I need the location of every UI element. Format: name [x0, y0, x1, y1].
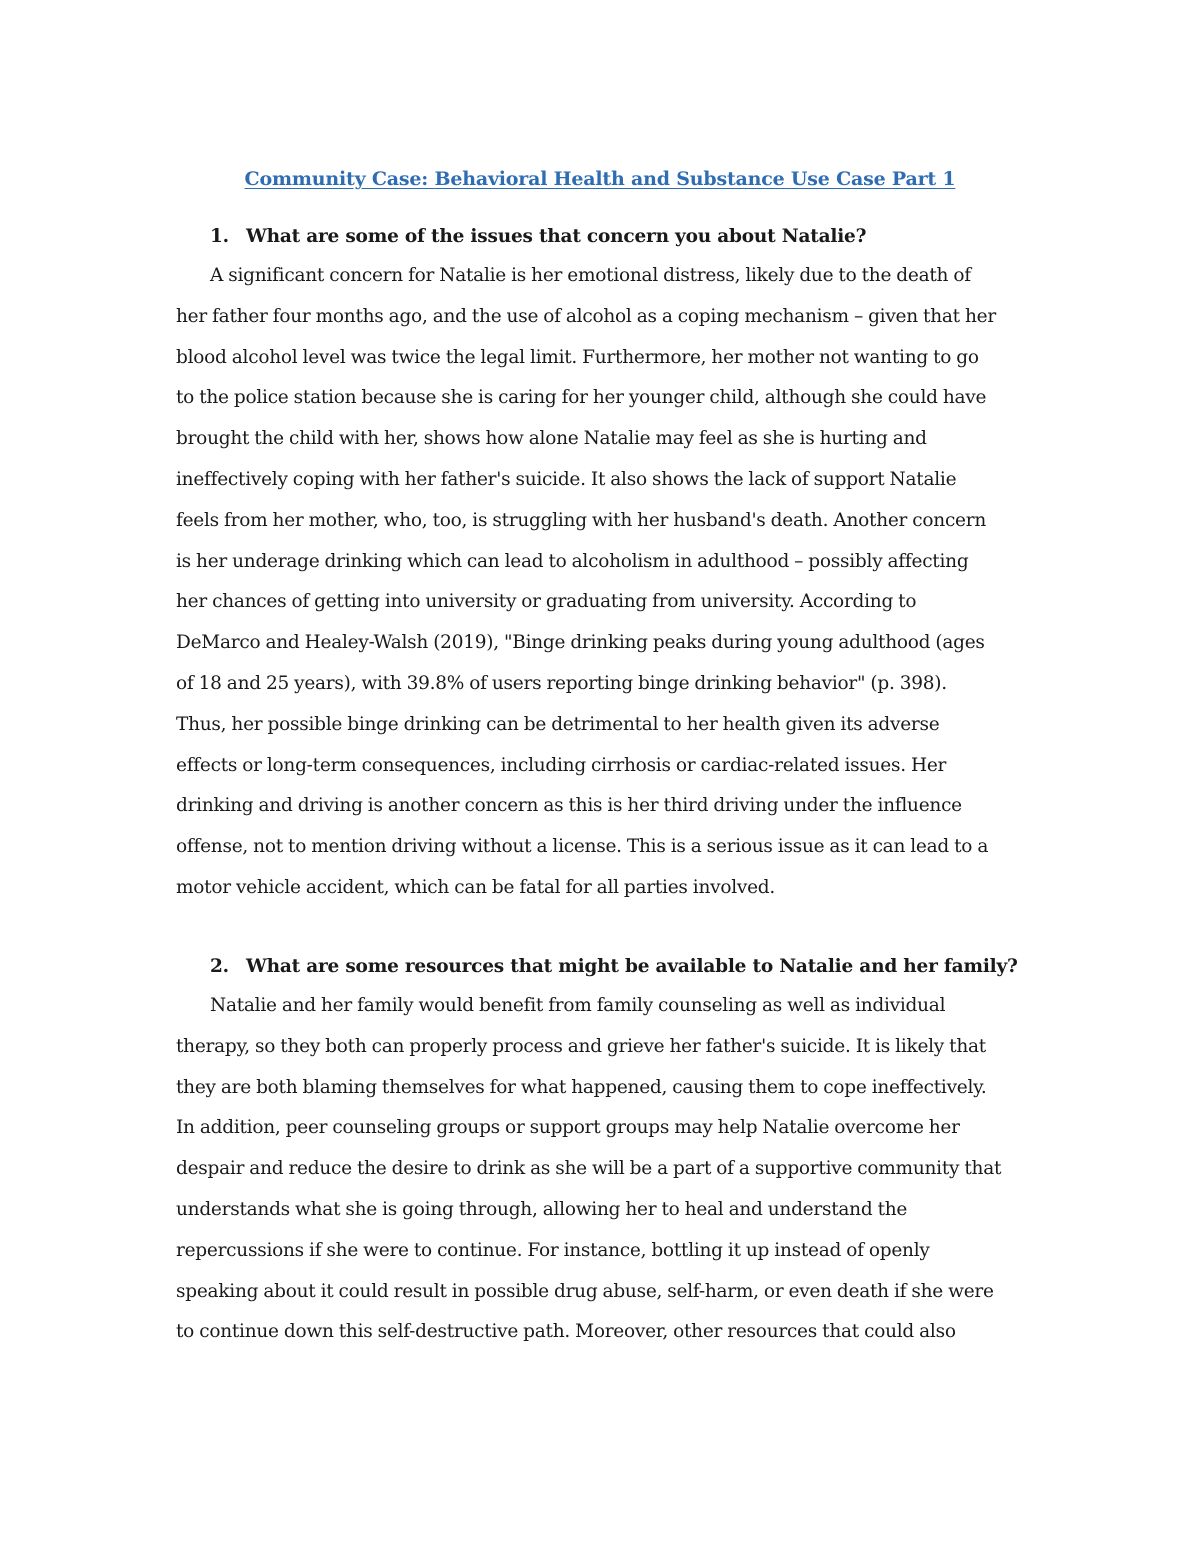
paragraph-line: her father four months ago, and the use of alcohol as a coping mechanism – given that her [176, 305, 996, 327]
paragraph-line: her chances of getting into university or graduating from university. According to [176, 591, 917, 613]
document-title: Community Case: Behavioral Health and Substance Use Case Part 1 [244, 168, 956, 190]
question-number: 1. [210, 226, 229, 247]
paragraph-line: DeMarco and Healey-Walsh (2019), "Binge drinking peaks during young adulthood (ages [176, 632, 985, 654]
paragraph-line: offense, not to mention driving without a license. This is a serious issue as it can lead to a [176, 836, 989, 858]
paragraph-line: to continue down this self-destructive path. Moreover, other resources that could also [176, 1321, 956, 1343]
paragraph-line: effects or long-term consequences, including cirrhosis or cardiac-related issues. Her [176, 754, 947, 776]
paragraph-line: understands what she is going through, allowing her to heal and understand the [176, 1198, 908, 1220]
paragraph-line: to the police station because she is caring for her younger child, although she could have [176, 387, 987, 409]
question-2 [210, 953, 1050, 981]
paragraph-line: Thus, her possible binge drinking can be detrimental to her health given its adverse [176, 713, 940, 735]
answer-paragraph-1 [176, 262, 1036, 915]
paragraph-line: A significant concern for Natalie is her emotional distress, likely due to the death of [210, 265, 971, 286]
paragraph-line: Natalie and her family would benefit from family counseling as well as individual [210, 995, 946, 1016]
paragraph-line: brought the child with her, shows how alone Natalie may feel as she is hurting and [176, 428, 927, 450]
question-number: 2. [210, 956, 229, 977]
paragraph-line: speaking about it could result in possible drug abuse, self-harm, or even death if she were [176, 1280, 994, 1302]
paragraph-line: they are both blaming themselves for what happened, causing them to cope ineffectively. [176, 1076, 987, 1098]
paragraph-line: despair and reduce the desire to drink as she will be a part of a supportive community that [176, 1158, 1002, 1180]
paragraph-line: of 18 and 25 years), with 39.8% of users reporting binge drinking behavior" (p. 398). [176, 672, 947, 694]
question-text: What are some of the issues that concern you about Natalie? [246, 226, 867, 247]
question-text: What are some resources that might be available to Natalie and her family? [246, 956, 1018, 977]
paragraph-line: repercussions if she were to continue. For instance, bottling it up instead of openly [176, 1239, 930, 1261]
paragraph-line: In addition, peer counseling groups or support groups may help Natalie overcome her [176, 1117, 960, 1139]
question-1 [210, 223, 1050, 251]
paragraph-line: therapy, so they both can properly process and grieve her father's suicide. It is likely that [176, 1035, 986, 1057]
answer-paragraph-2 [176, 992, 1036, 1359]
paragraph-line: motor vehicle accident, which can be fatal for all parties involved. [176, 876, 776, 898]
paragraph-line: drinking and driving is another concern as this is her third driving under the influence [176, 795, 962, 817]
paragraph-line: feels from her mother, who, too, is struggling with her husband's death. Another concern [176, 509, 987, 531]
paragraph-line: ineffectively coping with her father's suicide. It also shows the lack of support Natalie [176, 468, 957, 490]
paragraph-line: is her underage drinking which can lead to alcoholism in adulthood – possibly affecting [176, 550, 969, 572]
paragraph-line: blood alcohol level was twice the legal limit. Furthermore, her mother not wanting to go [176, 346, 979, 368]
